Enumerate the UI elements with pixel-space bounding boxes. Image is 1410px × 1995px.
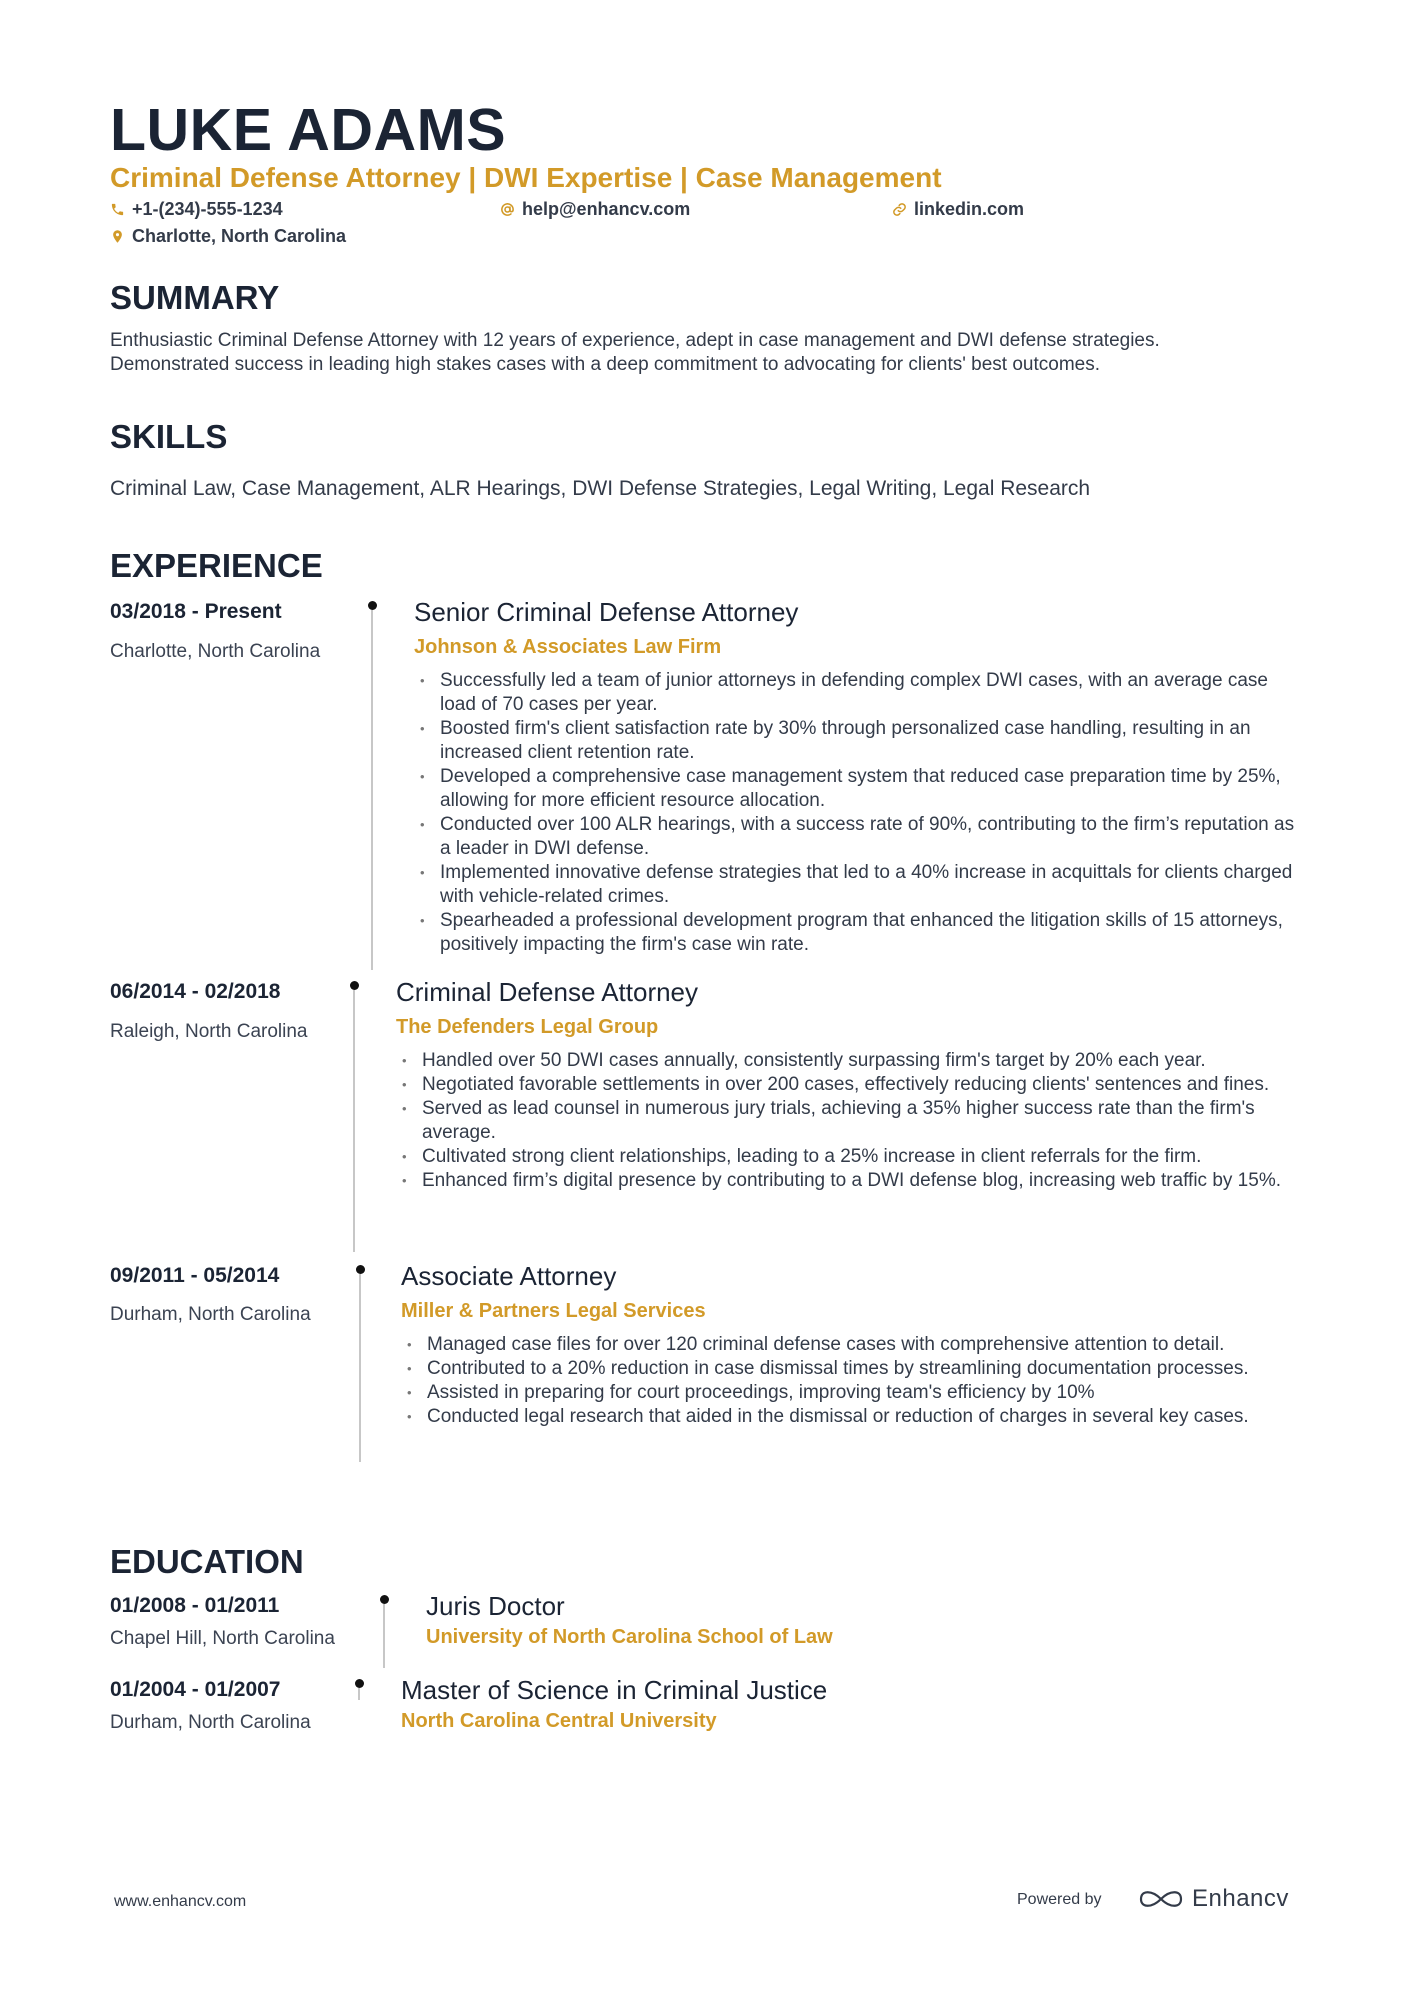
education-dates: 01/2004 - 01/2007	[110, 1678, 281, 1701]
list-item: • Developed a comprehensive case management system that reduced case preparation time by 25%, allowing for more efficient resource allocation.	[418, 765, 1308, 813]
job-title: Associate Attorney	[401, 1261, 617, 1291]
education-heading: EDUCATION	[110, 1543, 304, 1580]
location-text: Charlotte, North Carolina	[132, 226, 347, 246]
enhancv-logo-icon	[1138, 1886, 1184, 1912]
link-icon	[892, 202, 907, 217]
timeline-line	[359, 1274, 361, 1462]
list-item: • Handled over 50 DWI cases annually, consistently surpassing firm's target by 20% each year.	[400, 1049, 1300, 1073]
timeline-dot	[380, 1595, 389, 1604]
education-location: Durham, North Carolina	[110, 1712, 311, 1733]
email-link[interactable]: help@enhancv.com	[522, 199, 691, 219]
list-item: • Enhanced firm’s digital presence by contributing to a DWI defense blog, increasing web traffic by 15%.	[400, 1169, 1300, 1193]
timeline-line	[353, 990, 355, 1252]
contact-location	[110, 224, 346, 248]
job-location: Charlotte, North Carolina	[110, 641, 321, 662]
job-bullets	[418, 669, 1308, 957]
list-item: • Contributed to a 20% reduction in case dismissal times by streamlining documentation processes.	[405, 1357, 1285, 1381]
list-item: • Negotiated favorable settlements in over 200 cases, effectively reducing clients' sentences and fines.	[400, 1073, 1300, 1097]
footer-url[interactable]: www.enhancv.com	[114, 1893, 247, 1910]
candidate-tagline: Criminal Defense Attorney | DWI Expertise | Case Management	[110, 162, 942, 193]
timeline-dot	[355, 1679, 364, 1688]
summary-line: Demonstrated success in leading high stakes cases with a deep commitment to advocating for clients' best outcomes.	[110, 354, 1101, 375]
education-dates: 01/2008 - 01/2011	[110, 1594, 280, 1617]
degree-title: Juris Doctor	[426, 1591, 565, 1621]
timeline-dot	[356, 1265, 365, 1274]
company-name: Johnson & Associates Law Firm	[414, 636, 722, 658]
linkedin-link[interactable]: linkedin.com	[914, 199, 1025, 219]
list-item: • Successfully led a team of junior attorneys in defending complex DWI cases, with an average case load of 70 cases per year.	[418, 669, 1308, 717]
skills-heading: SKILLS	[110, 418, 228, 455]
job-dates: 03/2018 - Present	[110, 600, 282, 623]
summary-heading: SUMMARY	[110, 279, 280, 316]
candidate-name: LUKE ADAMS	[110, 97, 507, 163]
company-name: Miller & Partners Legal Services	[401, 1300, 706, 1322]
contact-linkedin[interactable]	[892, 197, 1024, 221]
timeline-dot	[350, 981, 359, 990]
job-location: Raleigh, North Carolina	[110, 1021, 308, 1042]
list-item: • Spearheaded a professional development program that enhanced the litigation skills of 15 attorneys, positively impacting the firm's case win rate.	[418, 909, 1308, 957]
timeline-dot	[368, 601, 377, 610]
phone-number: +1-(234)-555-1234	[132, 199, 283, 219]
skills-list: Criminal Law, Case Management, ALR Hearings, DWI Defense Strategies, Legal Writing, Legal Research	[110, 477, 1091, 500]
timeline-line	[358, 1688, 360, 1700]
job-title: Criminal Defense Attorney	[396, 977, 699, 1007]
summary-text	[110, 329, 1310, 377]
school-name: University of North Carolina School of Law	[426, 1626, 833, 1648]
brand-logo[interactable]	[1138, 1885, 1289, 1913]
list-item: • Cultivated strong client relationships, leading to a 25% increase in client referrals for the firm.	[400, 1145, 1300, 1169]
contact-email[interactable]	[500, 197, 690, 221]
list-item: • Assisted in preparing for court proceedings, improving team's efficiency by 10%	[405, 1381, 1285, 1405]
list-item: • Implemented innovative defense strategies that led to a 40% increase in acquittals for clients charged with vehicle-related crimes.	[418, 861, 1308, 909]
experience-heading: EXPERIENCE	[110, 547, 323, 584]
job-location: Durham, North Carolina	[110, 1304, 311, 1325]
school-name: North Carolina Central University	[401, 1710, 717, 1732]
powered-by-label: Powered by	[1017, 1891, 1102, 1908]
phone-icon	[110, 202, 125, 217]
degree-title: Master of Science in Criminal Justice	[401, 1675, 828, 1705]
brand-name: Enhancv	[1192, 1885, 1289, 1912]
job-title: Senior Criminal Defense Attorney	[414, 597, 799, 627]
education-location: Chapel Hill, North Carolina	[110, 1628, 335, 1649]
list-item: • Managed case files for over 120 criminal defense cases with comprehensive attention to detail.	[405, 1333, 1285, 1357]
job-bullets	[405, 1333, 1285, 1429]
job-dates: 09/2011 - 05/2014	[110, 1264, 280, 1287]
timeline-line	[371, 610, 373, 970]
job-dates: 06/2014 - 02/2018	[110, 980, 281, 1003]
contact-phone	[110, 197, 283, 221]
summary-line: Enthusiastic Criminal Defense Attorney with 12 years of experience, adept in case management and DWI defense strategies.	[110, 330, 1160, 351]
timeline-line	[383, 1604, 385, 1668]
list-item: • Boosted firm's client satisfaction rate by 30% through personalized case handling, resulting in an increased client retention rate.	[418, 717, 1308, 765]
job-bullets	[400, 1049, 1300, 1193]
company-name: The Defenders Legal Group	[396, 1016, 659, 1038]
list-item: • Conducted legal research that aided in the dismissal or reduction of charges in several key cases.	[405, 1405, 1285, 1429]
at-icon	[500, 202, 515, 217]
list-item: • Conducted over 100 ALR hearings, with a success rate of 90%, contributing to the firm’s reputation as a leader in DWI defense.	[418, 813, 1308, 861]
location-pin-icon	[110, 229, 125, 244]
list-item: • Served as lead counsel in numerous jury trials, achieving a 35% higher success rate than the firm's average.	[400, 1097, 1300, 1145]
